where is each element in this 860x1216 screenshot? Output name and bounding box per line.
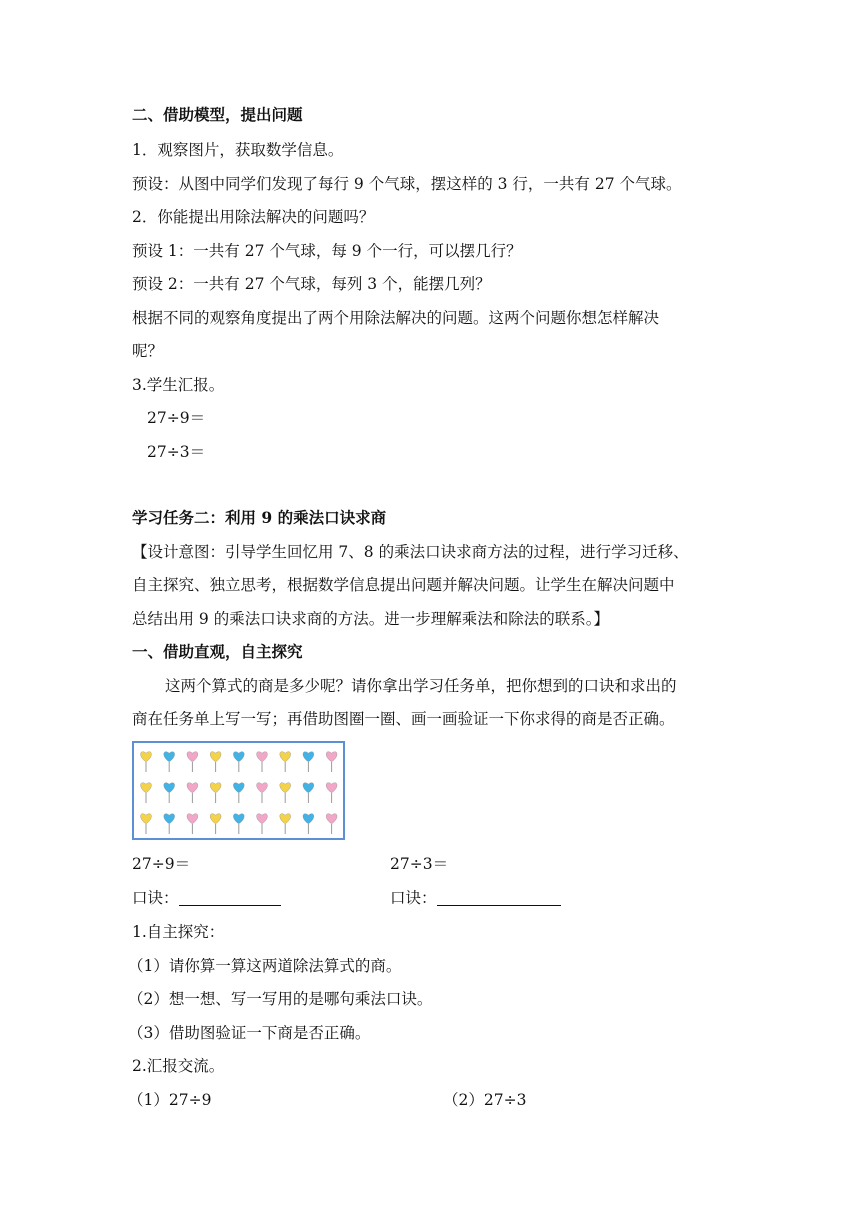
balloon: [141, 814, 152, 834]
worksheet-rhyme-left: [132, 887, 281, 909]
design-intent-line-1: 【设计意图：引导学生回忆用 7、8 的乘法口诀求商方法的过程，进行学习迁移、: [132, 543, 689, 561]
rhyme-blank-right[interactable]: [437, 889, 561, 906]
balloon: [164, 752, 175, 772]
preset-text: 预设：从图中同学们发现了每行 9 个气球，摆这样的 3 行，一共有 27 个气球。: [132, 175, 682, 193]
balloon: [257, 752, 268, 772]
balloon: [210, 783, 221, 803]
step-self-explore: 1.自主探究：: [132, 923, 225, 941]
equation-27-div-3: 27÷3＝: [147, 443, 206, 461]
preset-2: 预设 2：一共有 27 个气球，每列 3 个，能摆几列？: [132, 275, 491, 293]
balloon: [210, 752, 221, 772]
balloon: [303, 783, 314, 803]
step-observe: 1．观察图片，获取数学信息。: [132, 141, 344, 159]
equation-27-div-9: 27÷9＝: [147, 409, 206, 427]
balloon: [233, 783, 244, 803]
design-intent-line-2: 自主探究、独立思考，根据数学信息提出问题并解决问题。让学生在解决问题中: [132, 576, 675, 594]
balloon: [326, 752, 337, 772]
balloon: [326, 783, 337, 803]
intro-line-1: 这两个算式的商是多少呢？请你拿出学习任务单，把你想到的口诀和求出的: [165, 677, 677, 695]
report-item-1: （1）27÷9: [128, 1091, 212, 1109]
balloon: [326, 814, 337, 834]
balloon: [164, 814, 175, 834]
question-2: （2）想一想、写一写用的是哪句乘法口诀。: [128, 990, 433, 1008]
balloon: [280, 814, 291, 834]
step-ask-question: 2．你能提出用除法解决的问题吗？: [132, 208, 375, 226]
balloon: [280, 752, 291, 772]
worksheet-eq-right: 27÷3＝: [390, 855, 449, 873]
step-report-exchange: 2.汇报交流。: [132, 1057, 225, 1075]
balloon: [233, 814, 244, 834]
step-student-report: 3.学生汇报。: [132, 376, 225, 394]
balloon: [141, 783, 152, 803]
balloon: [187, 783, 198, 803]
report-item-2: （2）27÷3: [443, 1091, 527, 1109]
question-1: （1）请你算一算这两道除法算式的商。: [128, 957, 402, 975]
section-heading-model: 二、借助模型，提出问题: [132, 105, 303, 124]
intro-line-2: 商在任务单上写一写；再借助图圈一圈、画一画验证一下你求得的商是否正确。: [132, 710, 675, 728]
task-two-heading: 学习任务二：利用 9 的乘法口诀求商: [132, 508, 387, 527]
balloon: [233, 752, 244, 772]
balloon: [257, 783, 268, 803]
worksheet-eq-left: 27÷9＝: [132, 855, 191, 873]
balloon: [187, 752, 198, 772]
balloon: [210, 814, 221, 834]
balloon: [280, 783, 291, 803]
balloon: [164, 783, 175, 803]
rhyme-label-left: 口诀：: [132, 889, 179, 907]
design-intent-line-3: 总结出用 9 的乘法口诀求商的方法。进一步理解乘法和除法的联系。】: [132, 610, 609, 628]
balloon: [187, 814, 198, 834]
balloon: [257, 814, 268, 834]
rhyme-blank-left[interactable]: [179, 889, 281, 906]
balloon: [303, 814, 314, 834]
part-one-heading: 一、借助直观，自主探究: [132, 642, 303, 661]
worksheet-rhyme-right: [390, 887, 561, 909]
preset-1: 预设 1：一共有 27 个气球，每 9 个一行，可以摆几行？: [132, 242, 522, 260]
summary-line-1: 根据不同的观察角度提出了两个用除法解决的问题。这两个问题你想怎样解决: [132, 309, 660, 327]
balloon: [303, 752, 314, 772]
rhyme-label-right: 口诀：: [390, 889, 437, 907]
balloon-picture: [132, 741, 345, 840]
balloon: [141, 752, 152, 772]
summary-line-2: 呢？: [132, 342, 164, 360]
question-3: （3）借助图验证一下商是否正确。: [128, 1024, 371, 1042]
balloon-grid: [134, 743, 343, 838]
